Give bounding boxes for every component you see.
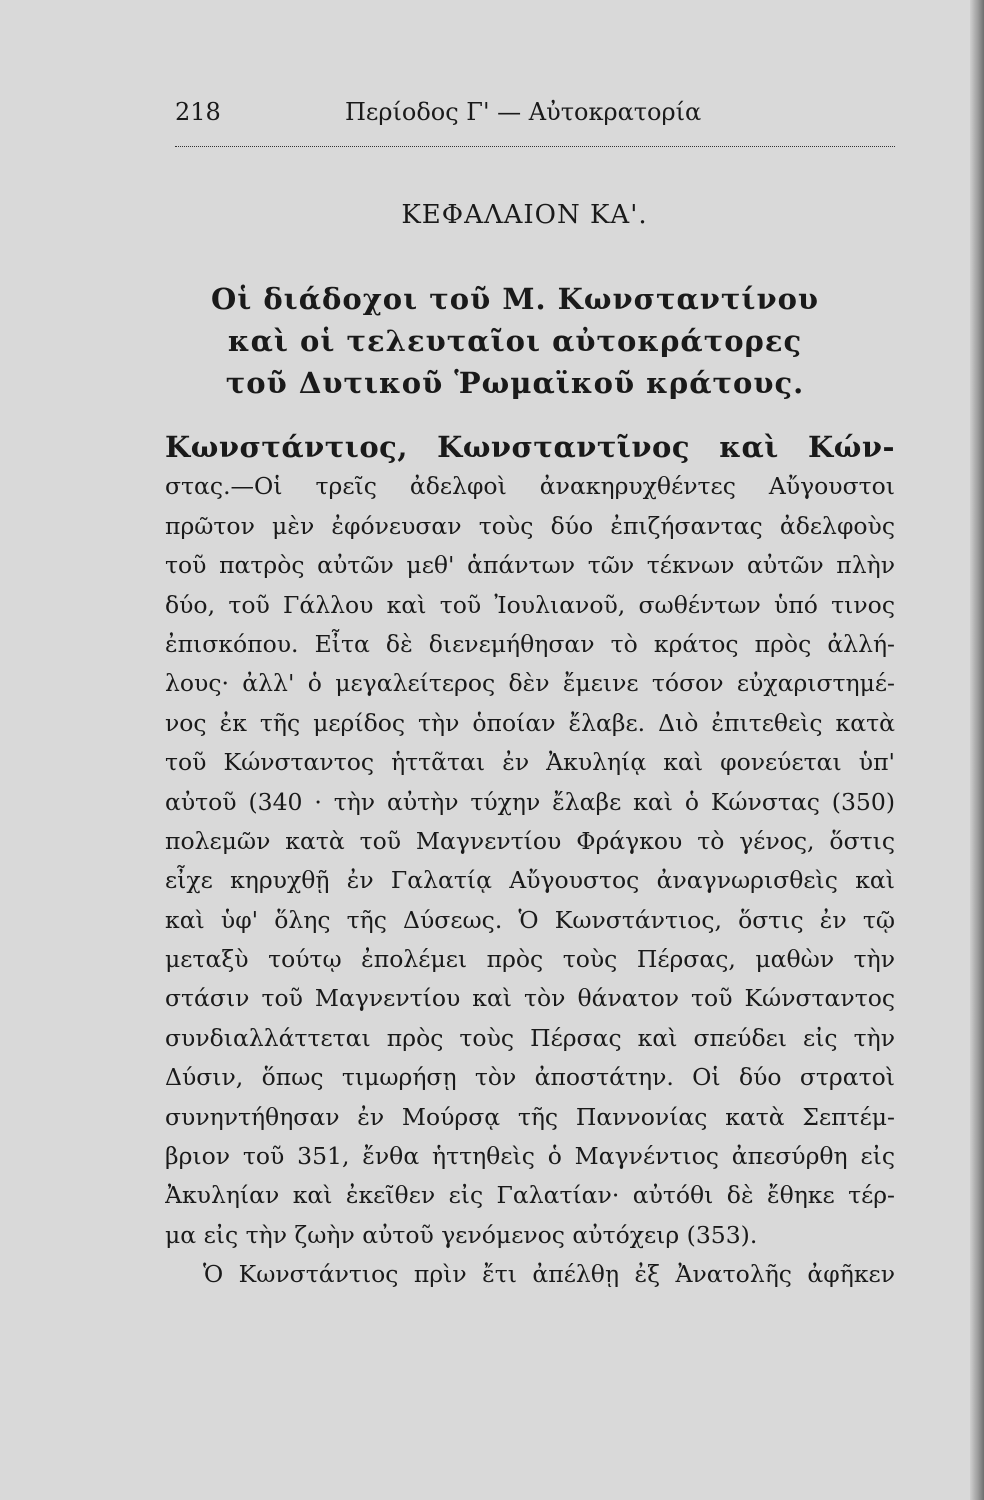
chapter-title (150, 278, 880, 404)
body-line: Ὁ Κωνστάντιος πρὶν ἔτι ἀπέλθῃ ἐξ Ἀνατολῆς ἀφῆκεν (203, 1260, 895, 1289)
body-line: λους· ἀλλ' ὁ μεγαλείτερος δὲν ἔμεινε τόσον εὐχαριστημέ- (165, 669, 895, 698)
running-header (175, 98, 895, 138)
body-line: βριον τοῦ 351, ἔνθα ἡττηθεὶς ὁ Μαγνέντιος ἀπεσύρθη εἰς (165, 1142, 895, 1171)
body-line: καὶ ὑφ' ὅλης τῆς Δύσεως. Ὁ Κωνστάντιος, ὅστις ἐν τῷ (165, 905, 895, 934)
body-line: τοῦ Κώνσταντος ἡττᾶται ἐν Ἀκυληίᾳ καὶ φονεύεται ὑπ' (165, 748, 895, 777)
header-rule (175, 146, 895, 147)
page-number: 218 (175, 98, 221, 126)
body-line: στάσιν τοῦ Μαγνεντίου καὶ τὸν θάνατον τοῦ Κώνσταντος (165, 984, 895, 1013)
body-line: τοῦ πατρὸς αὐτῶν μεθ' ἁπάντων τῶν τέκνων αὐτῶν πλὴν (165, 551, 895, 580)
running-title: Περίοδος Γ' — Αὐτοκρατορία (345, 98, 702, 126)
body-line: νος ἐκ τῆς μερίδος τὴν ὁποίαν ἔλαβε. Διὸ ἐπιτεθεὶς κατὰ (165, 708, 895, 737)
body-line: Ἀκυληίαν καὶ ἐκεῖθεν εἰς Γαλατίαν· αὐτόθι δὲ ἔθηκε τέρ- (165, 1181, 895, 1210)
body-line: εἶχε κηρυχθῇ ἐν Γαλατίᾳ Αὔγουστος ἀναγνωρισθεὶς καὶ (165, 866, 895, 895)
body-text (165, 428, 895, 1295)
body-line: μα εἰς τὴν ζωὴν αὐτοῦ γενόμενος αὐτόχειρ (353). (165, 1220, 758, 1249)
body-line: μεταξὺ τούτῳ ἐπολέμει πρὸς τοὺς Πέρσας, μαθὼν τὴν (165, 945, 895, 974)
body-line: αὐτοῦ (340 · τὴν αὐτὴν τύχην ἔλαβε καὶ ὁ Κώνστας (350) (165, 787, 895, 816)
body-line: στας.—Οἱ τρεῖς ἀδελφοὶ ἀνακηρυχθέντες Αὔγουστοι (165, 472, 895, 501)
body-line: Κωνστάντιος, Κωνσταντῖνος καὶ Κών- (165, 430, 895, 464)
body-line: δύο, τοῦ Γάλλου καὶ τοῦ Ἰουλιανοῦ, σωθέντων ὑπό τινος (165, 590, 895, 619)
body-line: συνδιαλλάττεται πρὸς τοὺς Πέρσας καὶ σπεύδει εἰς τὴν (165, 1023, 895, 1052)
body-line: πρῶτον μὲν ἐφόνευσαν τοὺς δύο ἐπιζήσαντας ἀδελφοὺς (165, 511, 895, 540)
title-line: Οἱ διάδοχοι τοῦ Μ. Κωνσταντίνου (210, 282, 820, 316)
chapter-heading: ΚΕΦΑΛΑΙΟΝ ΚΑ'. (401, 200, 648, 230)
body-line: ἐπισκόπου. Εἶτα δὲ διενεμήθησαν τὸ κράτος πρὸς ἀλλή- (165, 629, 895, 658)
title-line: καὶ οἱ τελευταῖοι αὐτοκράτορες (227, 324, 803, 358)
body-line: πολεμῶν κατὰ τοῦ Μαγνεντίου Φράγκου τὸ γένος, ὅστις (165, 826, 895, 855)
body-line: συνηντήθησαν ἐν Μούρσᾳ τῆς Παννονίας κατὰ Σεπτέμ- (165, 1102, 895, 1131)
body-line: Δύσιν, ὅπως τιμωρήσῃ τὸν ἀποστάτην. Οἱ δύο στρατοὶ (165, 1063, 895, 1092)
title-line: τοῦ Δυτικοῦ Ῥωμαϊκοῦ κράτους. (225, 366, 805, 400)
